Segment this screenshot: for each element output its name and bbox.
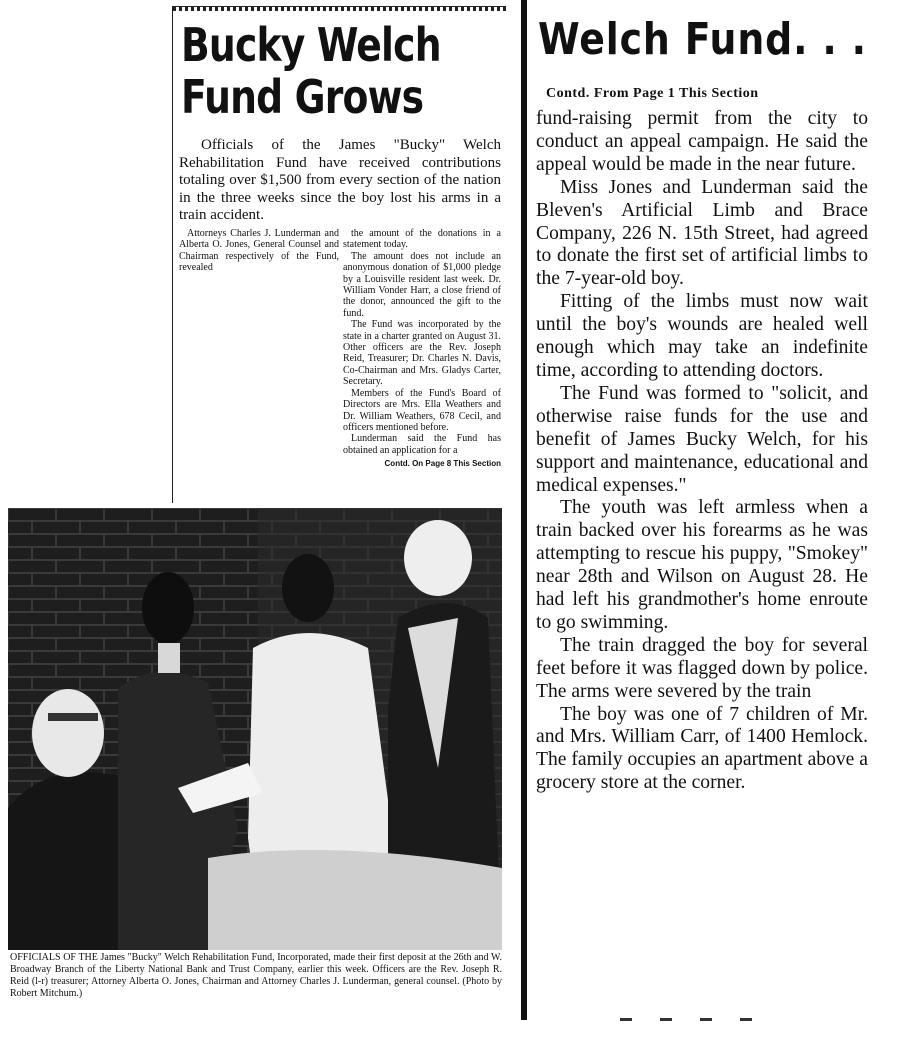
body-paragraph: The youth was left armless when a train backed over his forearms as he was attempting to rescue his puppy, "Smokey" near 28th and Wilson on August 28. He had left his grandmother's home enroute to go swimming. bbox=[536, 497, 868, 633]
body-paragraph: The Fund was incorporated by the state in a charter granted on August 31. Other officers are the Rev. Joseph Reid, Treasurer; Dr. Charles N. Davis, Co-Chairman and Mrs. Gladys Carter, Secretary. bbox=[343, 319, 501, 388]
headline-line-1: Bucky Welch bbox=[181, 18, 441, 72]
body-paragraph: The Fund was formed to "solicit, and otherwise raise funds for the use and benefit of James Bucky Welch, for his support and maintenance, educational and medical expenses." bbox=[536, 382, 868, 496]
left-article bbox=[172, 6, 506, 503]
body-paragraph: Attorneys Charles J. Lunderman and Alberta O. Jones, General Counsel and Chairman respectively of the Fund, revealed bbox=[179, 228, 339, 274]
body-paragraph: The amount does not include an anonymous donation of $1,000 pledge by a Louisville resident last week. Dr. William Vonder Harr, a close friend of the donor, announced the gift to the fund. bbox=[343, 250, 501, 319]
body-paragraph: the amount of the donations in a statement today. bbox=[343, 228, 501, 251]
body-paragraph: Members of the Fund's Board of Directors are Mrs. Ella Weathers and Dr. William Weathers, 678 Cecil, and officers mentioned before. bbox=[343, 387, 501, 433]
continuation-headline: Welch Fund. . . bbox=[538, 14, 867, 65]
photo-image bbox=[8, 508, 502, 950]
body-paragraph: Lunderman said the Fund has obtained an application for a bbox=[343, 433, 501, 456]
body-paragraph: The boy was one of 7 children of Mr. and Mrs. William Carr, of 1400 Hemlock. The family occupies an apartment above a grocery store at the corner. bbox=[536, 703, 868, 794]
lead-paragraph: Officials of the James "Bucky" Welch Rehabilitation Fund have received contributions totaling over $1,500 from every section of the nation in the three weeks since the boy lost his arms in a train accident. bbox=[179, 137, 501, 223]
headline-line-2: Fund Grows bbox=[181, 70, 424, 124]
continuation-body bbox=[536, 108, 868, 795]
body-paragraph: Miss Jones and Lunderman said the Bleven's Artificial Limb and Brace Company, 226 N. 15th Street, had agreed to donate the first set of artificial limbs to the 7-year-old boy. bbox=[536, 176, 868, 290]
news-photo bbox=[8, 508, 502, 950]
body-paragraph: The train dragged the boy for several feet before it was flagged down by police. The arms were severed by the train bbox=[536, 634, 868, 702]
headline bbox=[181, 19, 443, 123]
continued-note: Contd. On Page 8 This Section bbox=[384, 459, 501, 469]
clipping-edge bbox=[173, 7, 506, 11]
body-column-a bbox=[179, 228, 339, 274]
continued-from-note: Contd. From Page 1 This Section bbox=[546, 86, 759, 101]
photo-caption: OFFICIALS OF THE James "Bucky" Welch Rehabilitation Fund, Incorporated, made their first deposit at the 26th and W. Broadway Branch of the Liberty National Bank and Trust Company, earlier this week. Officers are the Rev. Joseph R. Reid (l-r) treasurer; Attorney Alberta O. Jones, Chairman and Attorney Charles J. Lunderman, general counsel. (Photo by Robert Mitchum.) bbox=[10, 952, 502, 999]
body-paragraph: fund-raising permit from the city to conduct an appeal campaign. He said the appeal would be made in the near future. bbox=[536, 108, 868, 175]
column-divider bbox=[521, 0, 527, 1020]
body-column-b bbox=[343, 228, 501, 470]
bottom-rule bbox=[620, 1018, 780, 1021]
body-paragraph: Fitting of the limbs must now wait until the boy's wounds are healed well enough which may take an indefinite time, according to attending doctors. bbox=[536, 291, 868, 381]
